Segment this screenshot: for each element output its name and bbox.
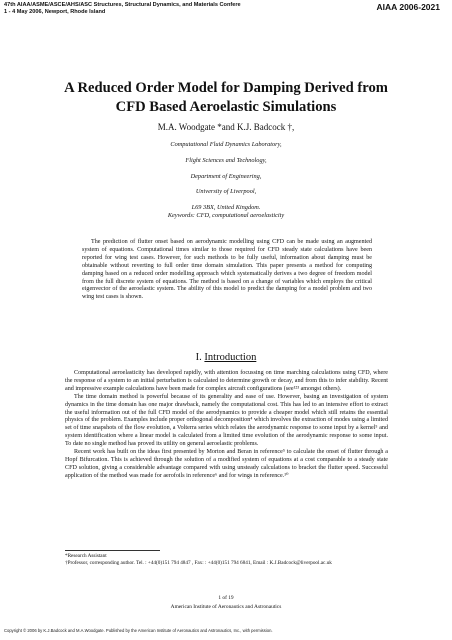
conference-header bbox=[4, 2, 374, 16]
paragraph: Computational aeroelasticity has developed rapidly, with attention focussing on time marching calculations using CFD, where the response of a system to an initial perturbation is calculated to determine growth or decay, and from this to infer stability. Recent and impressive example calculations have been made for complex aircraft configurations (see¹²³ amongst others). bbox=[65, 370, 388, 392]
footnote-research-assistant: *Research Assistant bbox=[65, 553, 107, 559]
affiliation-line: Flight Sciences and Technology, bbox=[185, 156, 267, 164]
paragraph: Recent work has built on the ideas first presented by Morton and Beran in reference⁵ to calculate the onset of flutter through a Hopf Bifurcation. This is achieved through the solution of a modified system of equations at a cost comparable to a steady state CFD solution, giving a considerable advantage compared with using unsteady calculations to bracket the flutter speed. Successful application of the method was made for aerofoils in reference⁶ and for wings in reference.¹⁰ bbox=[65, 449, 388, 479]
keywords: Keywords: CFD, computational aeroelasticity bbox=[167, 212, 285, 219]
authors: M.A. Woodgate *and K.J. Badcock †, bbox=[157, 122, 295, 132]
affiliation-line: University of Liverpool, bbox=[195, 188, 257, 196]
affiliation-line: Computational Fluid Dynamics Laboratory, bbox=[170, 141, 282, 148]
conference-date-location: 1 - 4 May 2006, Newport, Rhode Island bbox=[4, 9, 106, 15]
title-line-2: CFD Based Aeroelastic Simulations bbox=[115, 99, 337, 115]
section-title: Introduction bbox=[204, 352, 257, 363]
page-number: 1 of 19 bbox=[218, 595, 234, 601]
paragraph: The time domain method is powerful because of its generality and ease of use. However, basing an investigation of system dynamics in the time domain has one major drawback, namely the computational cost. This has led to an intensive effort to extract the useful information out of the full CFD model of the aerodynamics to provide a cheaper model which still retains the essential physics of the problem. Examples include proper orthogonal decomposition⁴ which involves the extraction of modes using a limited set of time snapshots of the flow evolution, a Volterra series which relates the aerodynamic response to some input by a kernel⁵ and system identification where a linear model is calculated from a limited time evolution of the aerodynamic response to some input. To date no single method has proved its utility on general aeroelastic problems. bbox=[65, 393, 388, 448]
body-text bbox=[65, 370, 388, 481]
affiliation-line: L69 3BX, United Kingdom. bbox=[191, 204, 261, 212]
affiliation bbox=[0, 137, 452, 216]
footnote-rule bbox=[65, 550, 160, 551]
section-heading bbox=[0, 352, 452, 363]
copyright-notice: Copyright © 2006 by K.J.Badcock and M.A.Woodgate. Published by the American Institute of Aeronautics and Astronautics, Inc., with permission. bbox=[4, 628, 273, 633]
paper-number: AIAA 2006-2021 bbox=[376, 2, 440, 12]
footnotes bbox=[65, 553, 388, 567]
conference-line: 47th AIAA/ASME/ASCE/AHS/ASC Structures, Structural Dynamics, and Materials Confere bbox=[4, 2, 241, 8]
title-line-1: A Reduced Order Model for Damping Derived from bbox=[64, 80, 388, 96]
organization-footer: American Institute of Aeronautics and Astronautics bbox=[170, 604, 282, 610]
affiliation-line: Department of Engineering, bbox=[190, 172, 262, 180]
footnote-corresponding-author: †Professor, corresponding author. Tel. : +44(0)151 794 4847 , Fax: : +44(0)151 794 6841, Email : K.J.Badcock@liverpool.ac.uk bbox=[65, 559, 332, 566]
section-number: I. bbox=[195, 352, 202, 363]
abstract: The prediction of flutter onset based on aerodynamic modelling using CFD can be made using an augmented system of equations. Computational times similar to those required for CFD steady state calculations have been reported for wing test cases. However, for such methods to be fully useful, information about damping must be obtainable without reverting to full order time domain simulation. This paper presents a method for computing damping based on a reduced order modelling approach which systematically derives a two degree of freedom model from the full discrete system of equations. The method is based on a change of variables which employs the critical eigenvector of the aeroelastic system. The ability of this model to predict the damping for a model problem and two wing test cases is shown. bbox=[82, 239, 372, 301]
paper-title bbox=[0, 79, 452, 117]
